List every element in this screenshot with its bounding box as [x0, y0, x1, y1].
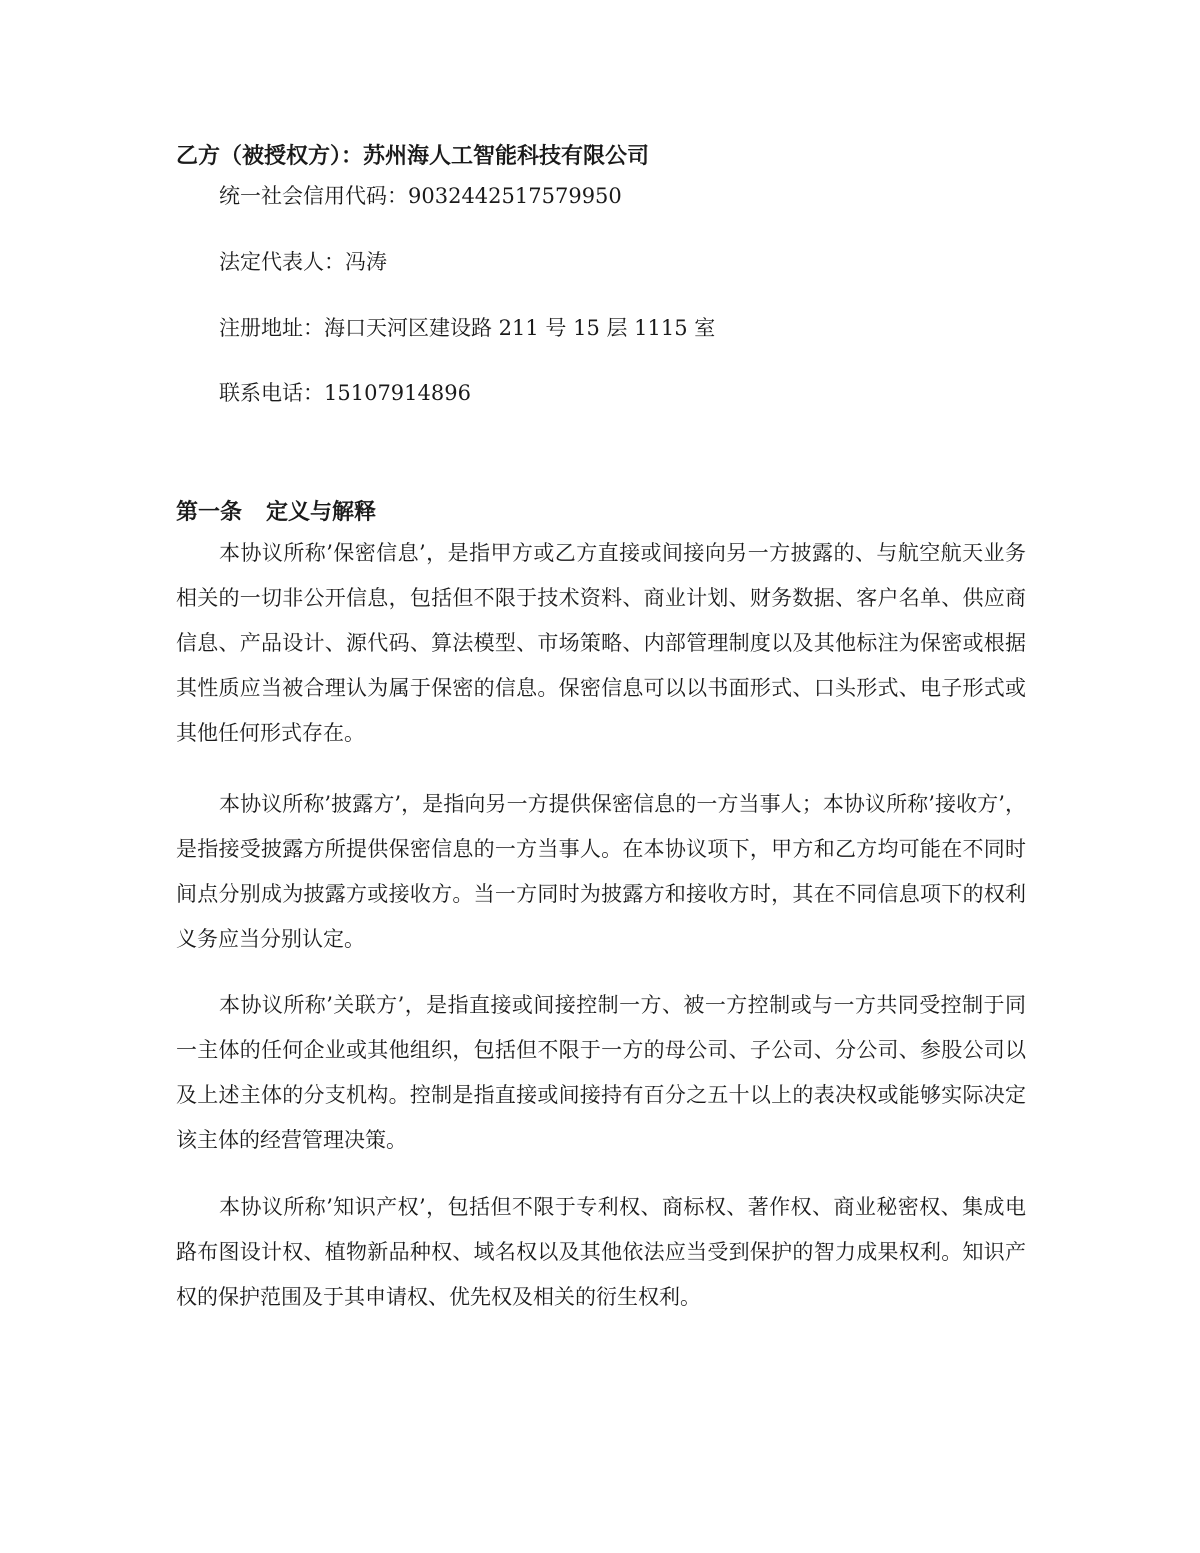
paragraph-affiliate: 本协议所称’关联方’，是指直接或间接控制一方、被一方控制或与一方共同受控制于同一主体的任何企业或其他组织，包括但不限于一方的母公司、子公司、分公司、参股公司以及上述主体的分支机构。控制是指直接或间接持有百分之五十以上的表决权或能够实际决定该主体的经营管理决策。 — [176, 993, 1026, 1152]
party-b-heading: 乙方（被授权方）：苏州海人工智能科技有限公司 — [176, 144, 650, 169]
paragraph-disclosing-receiving-party: 本协议所称’披露方’，是指向另一方提供保密信息的一方当事人；本协议所称’接收方’，是指接受披露方所提供保密信息的一方当事人。在本协议项下，甲方和乙方均可能在不同时间点分别成为披露方或接收方。当一方同时为披露方和接收方时，其在不同信息项下的权利义务应当分别认定。 — [176, 792, 1026, 951]
article-1-heading — [176, 497, 376, 529]
paragraph-intellectual-property: 本协议所称’知识产权’，包括但不限于专利权、商标权、著作权、商业秘密权、集成电路布图设计权、植物新品种权、域名权以及其他依法应当受到保护的智力成果权利。知识产权的保护范围及于其申请权、优先权及相关的衍生权利。 — [176, 1195, 1026, 1309]
legal-representative-line: 法定代表人：冯涛 — [219, 250, 387, 274]
paragraph-confidential-information: 本协议所称’保密信息’，是指甲方或乙方直接或间接向另一方披露的、与航空航天业务相关的一切非公开信息，包括但不限于技术资料、商业计划、财务数据、客户名单、供应商信息、产品设计、源代码、算法模型、市场策略、内部管理制度以及其他标注为保密或根据其性质应当被合理认为属于保密的信息。保密信息可以以书面形式、口头形式、电子形式或其他任何形式存在。 — [176, 541, 1026, 745]
contact-phone-line: 联系电话：15107914896 — [219, 381, 471, 405]
article-1-title: 定义与解释 — [266, 500, 377, 525]
credit-code-line: 统一社会信用代码：9032442517579950 — [219, 184, 622, 208]
article-1-number: 第一条 — [176, 500, 243, 525]
registered-address-line: 注册地址：海口天河区建设路 211 号 15 层 1115 室 — [219, 316, 716, 340]
